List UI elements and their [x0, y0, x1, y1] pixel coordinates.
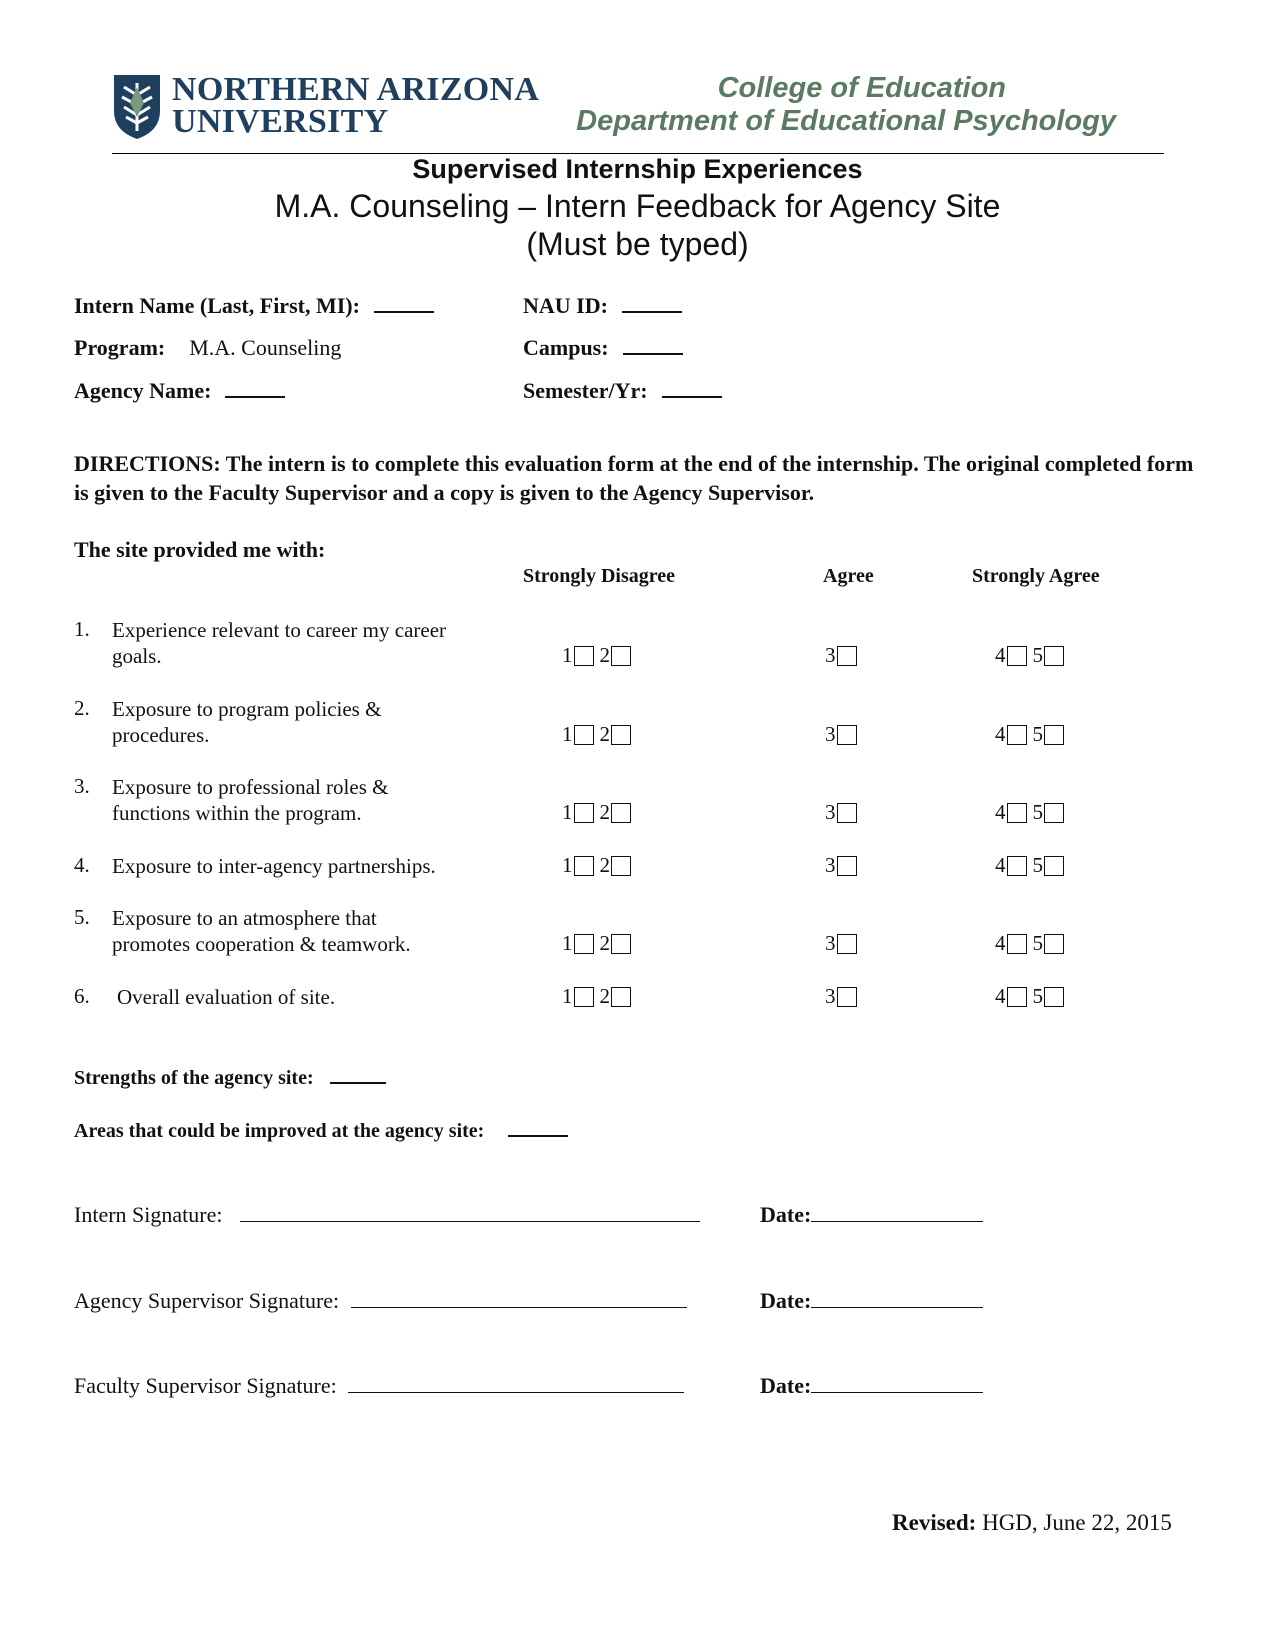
rating-checkbox[interactable]	[1007, 856, 1027, 876]
rating-option[interactable]	[825, 800, 857, 825]
program-label: Program:	[74, 335, 166, 360]
rating-option[interactable]	[600, 722, 632, 747]
rating-checkbox[interactable]	[574, 803, 594, 823]
survey-item-number: 6.	[74, 984, 90, 1008]
rating-checkbox[interactable]	[611, 803, 631, 823]
survey-item-text: Exposure to an atmosphere that	[112, 906, 377, 930]
rating-option[interactable]	[562, 722, 594, 747]
improve-label: Areas that could be improved at the agency site:	[74, 1120, 485, 1142]
rating-option[interactable]	[995, 800, 1027, 825]
rating-option[interactable]	[995, 722, 1027, 747]
shield-icon	[112, 73, 162, 141]
rating-option[interactable]	[562, 931, 594, 956]
rating-number: 1	[562, 800, 573, 824]
rating-number: 4	[995, 931, 1006, 955]
rating-number: 5	[1032, 984, 1043, 1008]
survey-item-text-continued: promotes cooperation & teamwork.	[112, 932, 411, 956]
rating-checkbox[interactable]	[1007, 646, 1027, 666]
rating-group	[562, 800, 631, 825]
rating-number: 3	[825, 800, 836, 824]
rating-checkbox[interactable]	[611, 856, 631, 876]
rating-group	[562, 984, 631, 1009]
revised-value: HGD, June 22, 2015	[982, 1510, 1172, 1535]
rating-checkbox[interactable]	[837, 856, 857, 876]
intern-name-label: Intern Name (Last, First, MI):	[74, 293, 360, 318]
rating-checkbox[interactable]	[1044, 646, 1064, 666]
nau-id-label: NAU ID:	[523, 293, 608, 318]
rating-checkbox[interactable]	[1044, 934, 1064, 954]
intern-name-input[interactable]	[374, 295, 434, 313]
typed-note: (Must be typed)	[526, 226, 749, 262]
rating-group	[825, 643, 857, 668]
rating-number: 2	[599, 853, 610, 877]
logo-text-line2: UNIVERSITY	[172, 103, 389, 140]
rating-option[interactable]	[995, 643, 1027, 668]
rating-checkbox[interactable]	[611, 934, 631, 954]
rating-group	[825, 853, 857, 878]
intern-name-field	[74, 293, 434, 319]
rating-option[interactable]	[562, 853, 594, 878]
rating-checkbox[interactable]	[574, 725, 594, 745]
rating-option[interactable]	[995, 984, 1027, 1009]
rating-group	[995, 722, 1064, 747]
intern-signature-line[interactable]	[240, 1203, 700, 1222]
faculty-date-label: Date:	[760, 1373, 812, 1398]
faculty-date-row	[760, 1373, 983, 1399]
semester-field	[523, 378, 722, 404]
agency-signature-row	[74, 1288, 687, 1314]
rating-checkbox[interactable]	[837, 725, 857, 745]
nau-id-input[interactable]	[622, 295, 682, 313]
survey-intro: The site provided me with:	[74, 537, 326, 562]
faculty-signature-line[interactable]	[348, 1374, 684, 1393]
rating-checkbox[interactable]	[1044, 856, 1064, 876]
campus-label: Campus:	[523, 335, 609, 360]
rating-checkbox[interactable]	[837, 803, 857, 823]
rating-option[interactable]	[600, 643, 632, 668]
rating-checkbox[interactable]	[611, 987, 631, 1007]
rating-option[interactable]	[562, 984, 594, 1009]
campus-field	[523, 335, 683, 361]
survey-item-text: Exposure to professional roles &	[112, 775, 389, 799]
rating-number: 5	[1032, 931, 1043, 955]
rating-group	[562, 853, 631, 878]
rating-number: 1	[562, 984, 573, 1008]
scale-header-strongly-disagree: Strongly Disagree	[523, 565, 676, 587]
survey-item-text-continued: procedures.	[112, 723, 210, 747]
rating-number: 1	[562, 643, 573, 667]
rating-checkbox[interactable]	[837, 987, 857, 1007]
rating-checkbox[interactable]	[837, 646, 857, 666]
rating-group	[562, 643, 631, 668]
rating-checkbox[interactable]	[1044, 987, 1064, 1007]
survey-item-number: 3.	[74, 774, 90, 798]
semester-input[interactable]	[662, 380, 722, 398]
rating-option[interactable]	[1033, 931, 1065, 956]
rating-option[interactable]	[825, 853, 857, 878]
rating-group	[995, 800, 1064, 825]
directions-text: DIRECTIONS: The intern is to complete this evaluation form at the end of the internship. The original completed form is given to the Faculty Supervisor and a copy is given to the Agency Supervisor.	[74, 451, 1194, 505]
rating-checkbox[interactable]	[574, 934, 594, 954]
rating-option[interactable]	[825, 931, 857, 956]
rating-checkbox[interactable]	[611, 725, 631, 745]
intern-signature-row	[74, 1202, 700, 1228]
strengths-label: Strengths of the agency site:	[74, 1067, 314, 1089]
survey-item-text: Exposure to inter-agency partnerships.	[112, 854, 436, 878]
rating-number: 1	[562, 722, 573, 746]
logo-text-line1: NORTHERN ARIZONA	[172, 71, 540, 108]
university-logo	[112, 73, 552, 143]
rating-number: 4	[995, 853, 1006, 877]
program-value[interactable]: M.A. Counseling	[189, 335, 342, 360]
agency-name-label: Agency Name:	[74, 378, 212, 403]
survey-item-text: Overall evaluation of site.	[117, 985, 336, 1009]
rating-number: 4	[995, 643, 1006, 667]
rating-group	[825, 800, 857, 825]
strengths-input[interactable]	[330, 1066, 386, 1084]
rating-group	[995, 931, 1064, 956]
survey-item-text: Exposure to program policies &	[112, 697, 382, 721]
rating-number: 4	[995, 984, 1006, 1008]
rating-number: 2	[599, 931, 610, 955]
rating-group	[562, 722, 631, 747]
rating-number: 4	[995, 800, 1006, 824]
strengths-field	[74, 1066, 386, 1090]
rating-option[interactable]	[600, 931, 632, 956]
rating-checkbox[interactable]	[611, 646, 631, 666]
survey-item-text-continued: goals.	[112, 644, 162, 668]
rating-option[interactable]	[1033, 643, 1065, 668]
rating-option[interactable]	[1033, 853, 1065, 878]
intern-date-label: Date:	[760, 1202, 812, 1227]
agency-date-row	[760, 1288, 983, 1314]
improve-input[interactable]	[508, 1119, 568, 1137]
page-subtitle: M.A. Counseling – Intern Feedback for Agency Site	[274, 188, 1001, 224]
scale-header-agree: Agree	[823, 565, 874, 587]
rating-option[interactable]	[1033, 800, 1065, 825]
rating-number: 1	[562, 853, 573, 877]
rating-checkbox[interactable]	[574, 646, 594, 666]
rating-group	[825, 722, 857, 747]
revised-label: Revised:	[892, 1510, 977, 1535]
rating-number: 2	[599, 643, 610, 667]
improve-field	[74, 1119, 568, 1143]
rating-checkbox[interactable]	[1007, 934, 1027, 954]
campus-input[interactable]	[623, 337, 683, 355]
agency-signature-label: Agency Supervisor Signature:	[74, 1288, 340, 1313]
rating-group	[825, 984, 857, 1009]
rating-option[interactable]	[562, 643, 594, 668]
rating-checkbox[interactable]	[1007, 987, 1027, 1007]
rating-number: 2	[599, 800, 610, 824]
survey-item-text-continued: functions within the program.	[112, 801, 362, 825]
rating-number: 5	[1032, 853, 1043, 877]
agency-signature-line[interactable]	[351, 1289, 687, 1308]
rating-number: 1	[562, 931, 573, 955]
rating-option[interactable]	[1033, 722, 1065, 747]
rating-group	[562, 931, 631, 956]
rating-number: 2	[599, 722, 610, 746]
rating-option[interactable]	[825, 643, 857, 668]
rating-checkbox[interactable]	[574, 856, 594, 876]
agency-date-label: Date:	[760, 1288, 812, 1313]
survey-item-number: 5.	[74, 905, 90, 929]
agency-date-line[interactable]	[811, 1289, 983, 1308]
rating-option[interactable]	[995, 931, 1027, 956]
rating-number: 3	[825, 853, 836, 877]
rating-option[interactable]	[1033, 984, 1065, 1009]
rating-number: 3	[825, 722, 836, 746]
college-name: College of Education	[717, 72, 1006, 104]
rating-group	[825, 931, 857, 956]
agency-name-input[interactable]	[225, 380, 285, 398]
rating-checkbox[interactable]	[1044, 725, 1064, 745]
rating-number: 4	[995, 722, 1006, 746]
rating-group	[995, 643, 1064, 668]
page-title: Supervised Internship Experiences	[412, 154, 863, 184]
semester-label: Semester/Yr:	[523, 378, 648, 403]
rating-number: 5	[1032, 643, 1043, 667]
agency-name-field	[74, 378, 285, 404]
intern-date-line[interactable]	[811, 1203, 983, 1222]
rating-number: 3	[825, 643, 836, 667]
rating-option[interactable]	[825, 722, 857, 747]
rating-option[interactable]	[600, 853, 632, 878]
rating-option[interactable]	[825, 984, 857, 1009]
program-field	[74, 335, 341, 361]
rating-checkbox[interactable]	[1007, 803, 1027, 823]
rating-number: 3	[825, 931, 836, 955]
survey-item-text: Experience relevant to career my career	[112, 618, 447, 642]
faculty-signature-label: Faculty Supervisor Signature:	[74, 1373, 337, 1398]
revision-note	[892, 1510, 1172, 1536]
rating-checkbox[interactable]	[1044, 803, 1064, 823]
survey-item-number: 4.	[74, 853, 90, 877]
rating-option[interactable]	[995, 853, 1027, 878]
intern-signature-label: Intern Signature:	[74, 1202, 223, 1227]
intern-date-row	[760, 1202, 983, 1228]
rating-number: 3	[825, 984, 836, 1008]
scale-header-strongly-agree: Strongly Agree	[972, 565, 1100, 587]
rating-checkbox[interactable]	[574, 987, 594, 1007]
rating-option[interactable]	[562, 800, 594, 825]
faculty-signature-row	[74, 1373, 684, 1399]
rating-checkbox[interactable]	[1007, 725, 1027, 745]
rating-option[interactable]	[600, 800, 632, 825]
rating-option[interactable]	[600, 984, 632, 1009]
rating-number: 5	[1032, 800, 1043, 824]
survey-item-number: 2.	[74, 696, 90, 720]
department-name: Department of Educational Psychology	[576, 105, 1116, 137]
faculty-date-line[interactable]	[811, 1374, 983, 1393]
rating-group	[995, 853, 1064, 878]
rating-number: 2	[599, 984, 610, 1008]
survey-item-number: 1.	[74, 617, 90, 641]
rating-group	[995, 984, 1064, 1009]
nau-id-field	[523, 293, 682, 319]
rating-number: 5	[1032, 722, 1043, 746]
rating-checkbox[interactable]	[837, 934, 857, 954]
